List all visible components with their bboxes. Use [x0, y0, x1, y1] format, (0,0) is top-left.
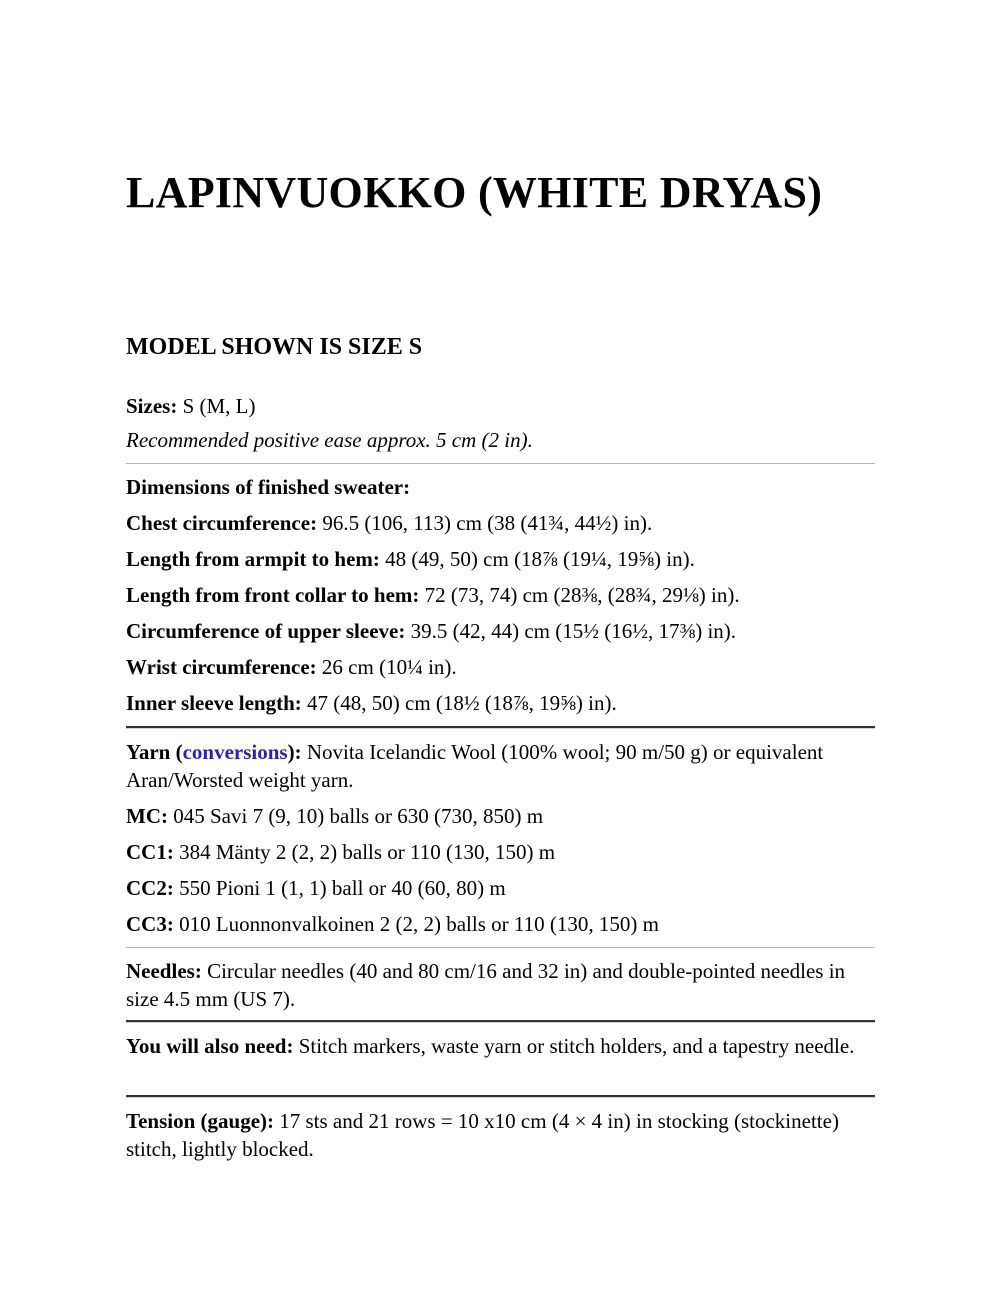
yarn-label-end: ):: [287, 740, 302, 764]
dimension-row: [126, 581, 875, 609]
yarn-color-label: CC1:: [126, 840, 174, 864]
dimension-row: [126, 509, 875, 537]
notions-label: You will also need:: [126, 1034, 294, 1058]
dimension-row: [126, 545, 875, 573]
dimension-value: 96.5 (106, 113) cm (38 (41¾, 44½) in).: [317, 511, 653, 535]
yarn-line: [126, 738, 875, 794]
sizes-label: Sizes:: [126, 394, 178, 418]
dimension-value: 39.5 (42, 44) cm (15½ (16½, 17⅜) in).: [405, 619, 737, 643]
conversions-link[interactable]: conversions: [182, 740, 288, 764]
yarn-value: Novita Icelandic Wool (100% wool; 90 m/50 g) or equivalent Aran/Worsted weight yarn.: [126, 740, 824, 792]
divider: [126, 726, 875, 729]
yarn-color-value: 045 Savi 7 (9, 10) balls or 630 (730, 850) m: [167, 804, 544, 828]
yarn-color-value: 010 Luonnonvalkoinen 2 (2, 2) balls or 110 (130, 150) m: [173, 912, 659, 936]
page-title: LAPINVUOKKO (WHITE DRYAS): [126, 168, 823, 217]
dimension-row: [126, 617, 875, 645]
notions-value: Stitch markers, waste yarn or stitch holders, and a tapestry needle.: [293, 1034, 855, 1058]
tension-line: [126, 1107, 875, 1163]
dimensions-heading: [126, 473, 875, 501]
dimension-value: 26 cm (10¼ in).: [316, 655, 457, 679]
dimension-label: Circumference of upper sleeve:: [126, 619, 406, 643]
yarn-color-row: [126, 802, 875, 830]
yarn-color-value: 550 Pioni 1 (1, 1) ball or 40 (60, 80) m: [173, 876, 506, 900]
tension-value: 17 sts and 21 rows = 10 x10 cm (4 × 4 in) in stocking (stockinette) stitch, lightly blocked.: [126, 1109, 839, 1161]
dimensions-heading-label: Dimensions of finished sweater:: [126, 475, 411, 499]
yarn-color-label: CC2:: [126, 876, 174, 900]
tension-label: Tension (gauge):: [126, 1109, 274, 1133]
notions-section: [126, 1032, 875, 1060]
dimension-label: Length from front collar to hem:: [126, 583, 420, 607]
yarn-color-row: [126, 910, 875, 938]
dimension-label: Chest circumference:: [126, 511, 318, 535]
notions-line: [126, 1032, 875, 1060]
dimension-row: [126, 689, 875, 717]
divider: [126, 947, 875, 948]
yarn-color-label: CC3:: [126, 912, 174, 936]
sizes-section: [126, 392, 875, 454]
yarn-color-value: 384 Mänty 2 (2, 2) balls or 110 (130, 150) m: [173, 840, 556, 864]
dimension-value: 47 (48, 50) cm (18½ (18⅞, 19⅝) in).: [301, 691, 617, 715]
model-size-heading: MODEL SHOWN IS SIZE S: [126, 334, 423, 360]
dimension-label: Length from armpit to hem:: [126, 547, 380, 571]
needles-line: [126, 957, 875, 1013]
tension-section: [126, 1107, 875, 1163]
divider: [126, 1095, 875, 1098]
dimensions-section: [126, 473, 875, 717]
yarn-color-label: MC:: [126, 804, 168, 828]
sizes-line: [126, 392, 875, 420]
yarn-label: [126, 740, 302, 764]
needles-section: [126, 957, 875, 1013]
yarn-section: [126, 738, 875, 938]
needles-label: Needles:: [126, 959, 202, 983]
needles-value: Circular needles (40 and 80 cm/16 and 32 in) and double-pointed needles in size 4.5 mm (US 7).: [126, 959, 846, 1011]
dimension-label: Wrist circumference:: [126, 655, 317, 679]
sizes-value: S (M, L): [177, 394, 256, 418]
dimension-value: 48 (49, 50) cm (18⅞ (19¼, 19⅝) in).: [379, 547, 695, 571]
yarn-color-row: [126, 874, 875, 902]
dimension-row: [126, 653, 875, 681]
dimension-value: 72 (73, 74) cm (28⅜, (28¾, 29⅛) in).: [419, 583, 740, 607]
dimension-label: Inner sleeve length:: [126, 691, 302, 715]
yarn-color-row: [126, 838, 875, 866]
yarn-label-start: Yarn (: [126, 740, 183, 764]
ease-note: Recommended positive ease approx. 5 cm (2 in).: [126, 428, 533, 452]
divider: [126, 1020, 875, 1023]
divider: [126, 463, 875, 464]
